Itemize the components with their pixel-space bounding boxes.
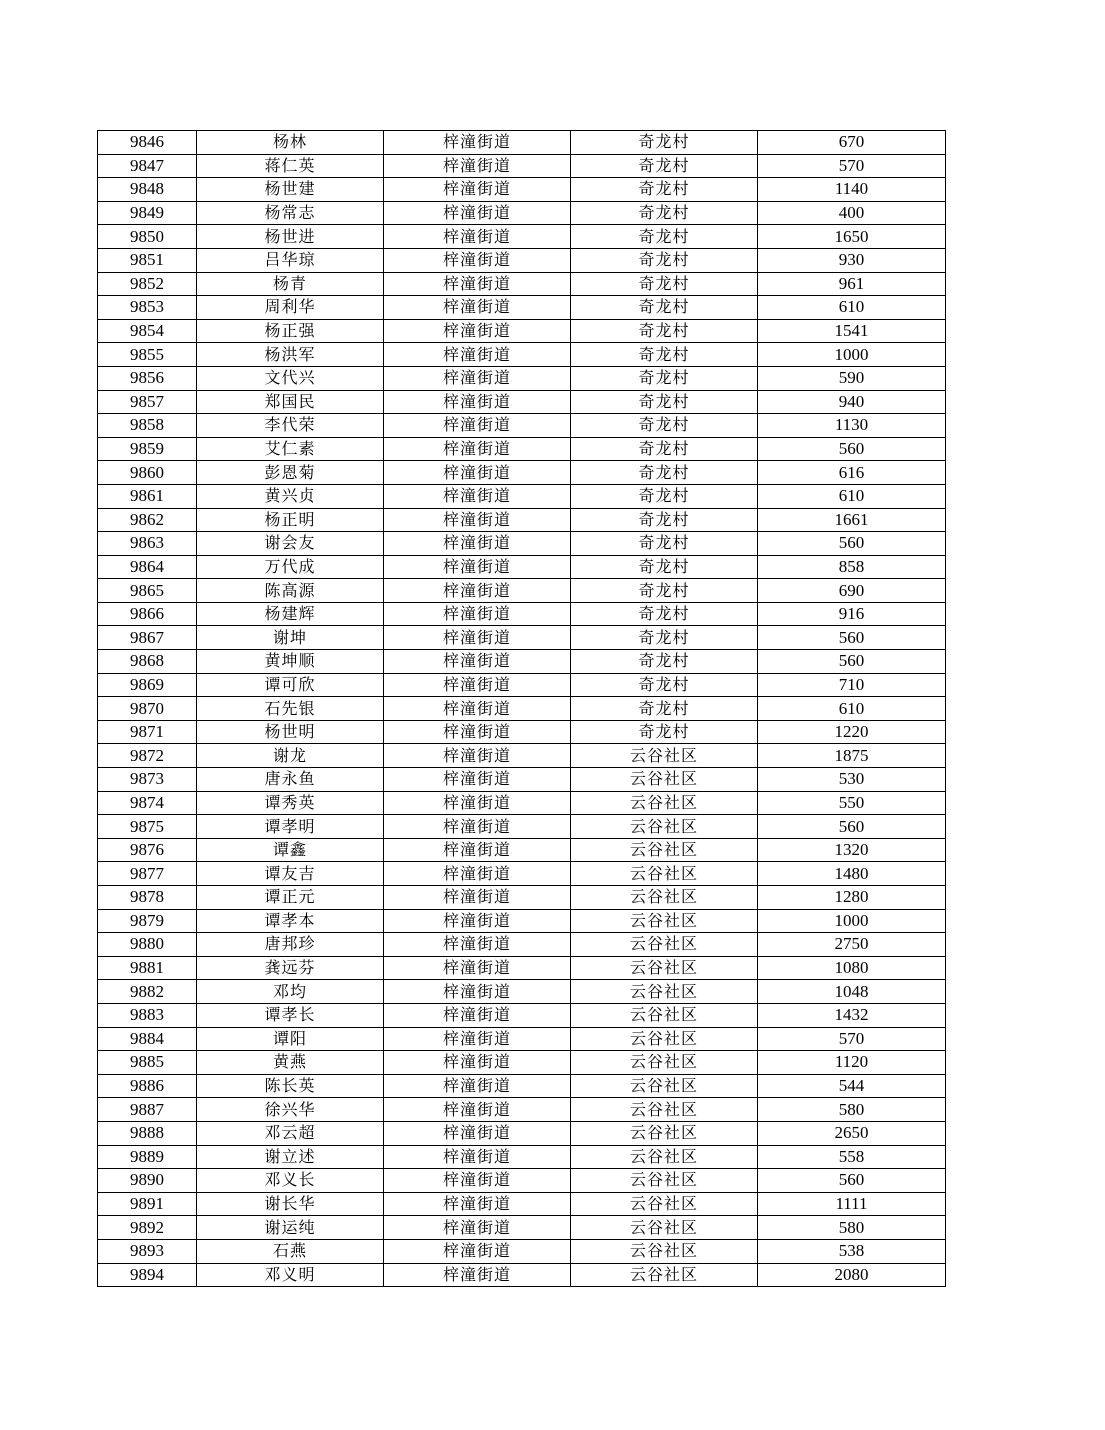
community-cell: 云谷社区 [571,980,758,1004]
street-cell: 梓潼街道 [384,886,571,910]
street-cell: 梓潼街道 [384,744,571,768]
community-cell: 奇龙村 [571,508,758,532]
row-index-cell: 9858 [98,414,197,438]
street-cell: 梓潼街道 [384,225,571,249]
table-row [98,1145,946,1169]
community-cell: 云谷社区 [571,1216,758,1240]
street-cell: 梓潼街道 [384,390,571,414]
row-index-cell: 9854 [98,319,197,343]
street-cell: 梓潼街道 [384,602,571,626]
amount-cell: 1320 [758,838,946,862]
name-cell: 吕华琼 [197,248,384,272]
table-row [98,508,946,532]
amount-cell: 560 [758,650,946,674]
street-cell: 梓潼街道 [384,815,571,839]
table-row [98,697,946,721]
amount-cell: 710 [758,673,946,697]
name-cell: 唐邦珍 [197,933,384,957]
row-index-cell: 9893 [98,1239,197,1263]
street-cell: 梓潼街道 [384,461,571,485]
row-index-cell: 9874 [98,791,197,815]
community-cell: 奇龙村 [571,201,758,225]
row-index-cell: 9891 [98,1192,197,1216]
name-cell: 陈长英 [197,1074,384,1098]
street-cell: 梓潼街道 [384,933,571,957]
amount-cell: 961 [758,272,946,296]
community-cell: 奇龙村 [571,602,758,626]
community-cell: 云谷社区 [571,744,758,768]
table-row [98,555,946,579]
community-cell: 奇龙村 [571,178,758,202]
street-cell: 梓潼街道 [384,484,571,508]
name-cell: 万代成 [197,555,384,579]
row-index-cell: 9868 [98,650,197,674]
community-cell: 奇龙村 [571,555,758,579]
name-cell: 谭可欣 [197,673,384,697]
name-cell: 杨洪军 [197,343,384,367]
community-cell: 云谷社区 [571,1098,758,1122]
table-row [98,1098,946,1122]
table-row [98,933,946,957]
row-index-cell: 9846 [98,131,197,155]
street-cell: 梓潼街道 [384,1074,571,1098]
amount-cell: 940 [758,390,946,414]
amount-cell: 560 [758,1169,946,1193]
street-cell: 梓潼街道 [384,366,571,390]
name-cell: 艾仁素 [197,437,384,461]
name-cell: 李代荣 [197,414,384,438]
amount-cell: 538 [758,1239,946,1263]
amount-cell: 1000 [758,909,946,933]
table-row [98,461,946,485]
street-cell: 梓潼街道 [384,178,571,202]
table-row [98,1051,946,1075]
table-row [98,390,946,414]
community-cell: 云谷社区 [571,1145,758,1169]
street-cell: 梓潼街道 [384,272,571,296]
street-cell: 梓潼街道 [384,838,571,862]
amount-cell: 616 [758,461,946,485]
name-cell: 杨林 [197,131,384,155]
name-cell: 邓云超 [197,1121,384,1145]
amount-cell: 1650 [758,225,946,249]
community-cell: 云谷社区 [571,1169,758,1193]
amount-cell: 560 [758,532,946,556]
name-cell: 杨正强 [197,319,384,343]
table-row [98,768,946,792]
row-index-cell: 9848 [98,178,197,202]
table-row [98,815,946,839]
row-index-cell: 9857 [98,390,197,414]
amount-cell: 2080 [758,1263,946,1287]
name-cell: 黄燕 [197,1051,384,1075]
amount-cell: 610 [758,484,946,508]
name-cell: 黄坤顺 [197,650,384,674]
community-cell: 奇龙村 [571,390,758,414]
row-index-cell: 9851 [98,248,197,272]
table-row [98,838,946,862]
name-cell: 杨世进 [197,225,384,249]
name-cell: 谭孝本 [197,909,384,933]
street-cell: 梓潼街道 [384,131,571,155]
row-index-cell: 9856 [98,366,197,390]
amount-cell: 560 [758,626,946,650]
row-index-cell: 9862 [98,508,197,532]
row-index-cell: 9885 [98,1051,197,1075]
community-cell: 奇龙村 [571,248,758,272]
street-cell: 梓潼街道 [384,532,571,556]
street-cell: 梓潼街道 [384,508,571,532]
street-cell: 梓潼街道 [384,1027,571,1051]
amount-cell: 1130 [758,414,946,438]
amount-cell: 670 [758,131,946,155]
community-cell: 奇龙村 [571,343,758,367]
community-cell: 奇龙村 [571,650,758,674]
name-cell: 邓均 [197,980,384,1004]
community-cell: 奇龙村 [571,626,758,650]
row-index-cell: 9888 [98,1121,197,1145]
row-index-cell: 9861 [98,484,197,508]
name-cell: 杨世明 [197,720,384,744]
row-index-cell: 9859 [98,437,197,461]
community-cell: 奇龙村 [571,225,758,249]
community-cell: 云谷社区 [571,1263,758,1287]
street-cell: 梓潼街道 [384,673,571,697]
name-cell: 邓义长 [197,1169,384,1193]
row-index-cell: 9881 [98,956,197,980]
row-index-cell: 9875 [98,815,197,839]
table-row [98,579,946,603]
amount-cell: 2750 [758,933,946,957]
row-index-cell: 9878 [98,886,197,910]
row-index-cell: 9882 [98,980,197,1004]
table-row [98,319,946,343]
street-cell: 梓潼街道 [384,1003,571,1027]
name-cell: 谭友吉 [197,862,384,886]
name-cell: 谭孝明 [197,815,384,839]
name-cell: 谢会友 [197,532,384,556]
amount-cell: 1432 [758,1003,946,1027]
row-index-cell: 9853 [98,296,197,320]
name-cell: 杨青 [197,272,384,296]
amount-cell: 1480 [758,862,946,886]
amount-cell: 570 [758,154,946,178]
data-table [97,130,946,1287]
street-cell: 梓潼街道 [384,768,571,792]
table-row [98,296,946,320]
name-cell: 黄兴贞 [197,484,384,508]
table-row [98,720,946,744]
amount-cell: 560 [758,437,946,461]
amount-cell: 1220 [758,720,946,744]
amount-cell: 1120 [758,1051,946,1075]
street-cell: 梓潼街道 [384,956,571,980]
row-index-cell: 9865 [98,579,197,603]
street-cell: 梓潼街道 [384,248,571,272]
amount-cell: 560 [758,815,946,839]
row-index-cell: 9863 [98,532,197,556]
row-index-cell: 9869 [98,673,197,697]
amount-cell: 570 [758,1027,946,1051]
street-cell: 梓潼街道 [384,296,571,320]
community-cell: 奇龙村 [571,532,758,556]
community-cell: 云谷社区 [571,1027,758,1051]
street-cell: 梓潼街道 [384,720,571,744]
name-cell: 周利华 [197,296,384,320]
table-row [98,1027,946,1051]
row-index-cell: 9860 [98,461,197,485]
row-index-cell: 9871 [98,720,197,744]
amount-cell: 1000 [758,343,946,367]
name-cell: 郑国民 [197,390,384,414]
name-cell: 杨世建 [197,178,384,202]
table-row [98,366,946,390]
community-cell: 云谷社区 [571,791,758,815]
table-row [98,154,946,178]
name-cell: 谢龙 [197,744,384,768]
community-cell: 奇龙村 [571,461,758,485]
community-cell: 奇龙村 [571,131,758,155]
community-cell: 云谷社区 [571,1239,758,1263]
row-index-cell: 9890 [98,1169,197,1193]
row-index-cell: 9867 [98,626,197,650]
street-cell: 梓潼街道 [384,1098,571,1122]
row-index-cell: 9873 [98,768,197,792]
street-cell: 梓潼街道 [384,791,571,815]
street-cell: 梓潼街道 [384,343,571,367]
table-row [98,602,946,626]
table-row [98,343,946,367]
row-index-cell: 9849 [98,201,197,225]
amount-cell: 530 [758,768,946,792]
row-index-cell: 9877 [98,862,197,886]
street-cell: 梓潼街道 [384,697,571,721]
amount-cell: 544 [758,1074,946,1098]
table-row [98,1074,946,1098]
name-cell: 石燕 [197,1239,384,1263]
name-cell: 谭阳 [197,1027,384,1051]
table-row [98,862,946,886]
street-cell: 梓潼街道 [384,414,571,438]
community-cell: 云谷社区 [571,933,758,957]
amount-cell: 580 [758,1098,946,1122]
community-cell: 云谷社区 [571,838,758,862]
amount-cell: 1080 [758,956,946,980]
amount-cell: 1140 [758,178,946,202]
street-cell: 梓潼街道 [384,1121,571,1145]
street-cell: 梓潼街道 [384,201,571,225]
name-cell: 杨建辉 [197,602,384,626]
table-row [98,484,946,508]
table-row [98,626,946,650]
row-index-cell: 9879 [98,909,197,933]
street-cell: 梓潼街道 [384,980,571,1004]
street-cell: 梓潼街道 [384,1145,571,1169]
amount-cell: 1048 [758,980,946,1004]
name-cell: 谢坤 [197,626,384,650]
street-cell: 梓潼街道 [384,437,571,461]
row-index-cell: 9872 [98,744,197,768]
community-cell: 奇龙村 [571,484,758,508]
row-index-cell: 9866 [98,602,197,626]
community-cell: 奇龙村 [571,437,758,461]
amount-cell: 610 [758,697,946,721]
table-body [98,131,946,1287]
table-row [98,1192,946,1216]
community-cell: 云谷社区 [571,1003,758,1027]
name-cell: 谭孝长 [197,1003,384,1027]
row-index-cell: 9880 [98,933,197,957]
amount-cell: 558 [758,1145,946,1169]
community-cell: 云谷社区 [571,1051,758,1075]
row-index-cell: 9847 [98,154,197,178]
table-row [98,248,946,272]
community-cell: 云谷社区 [571,768,758,792]
row-index-cell: 9883 [98,1003,197,1027]
table-row [98,791,946,815]
name-cell: 彭恩菊 [197,461,384,485]
community-cell: 云谷社区 [571,815,758,839]
table-row [98,909,946,933]
amount-cell: 930 [758,248,946,272]
name-cell: 文代兴 [197,366,384,390]
table-row [98,272,946,296]
table-row [98,131,946,155]
street-cell: 梓潼街道 [384,555,571,579]
community-cell: 云谷社区 [571,1074,758,1098]
name-cell: 谭正元 [197,886,384,910]
row-index-cell: 9889 [98,1145,197,1169]
table-row [98,980,946,1004]
community-cell: 奇龙村 [571,414,758,438]
row-index-cell: 9870 [98,697,197,721]
street-cell: 梓潼街道 [384,650,571,674]
table-row [98,178,946,202]
street-cell: 梓潼街道 [384,154,571,178]
amount-cell: 916 [758,602,946,626]
name-cell: 龚远芬 [197,956,384,980]
street-cell: 梓潼街道 [384,1192,571,1216]
street-cell: 梓潼街道 [384,579,571,603]
amount-cell: 590 [758,366,946,390]
amount-cell: 400 [758,201,946,225]
community-cell: 云谷社区 [571,956,758,980]
row-index-cell: 9850 [98,225,197,249]
street-cell: 梓潼街道 [384,1216,571,1240]
community-cell: 云谷社区 [571,862,758,886]
row-index-cell: 9886 [98,1074,197,1098]
amount-cell: 610 [758,296,946,320]
community-cell: 云谷社区 [571,1192,758,1216]
community-cell: 奇龙村 [571,673,758,697]
row-index-cell: 9884 [98,1027,197,1051]
table-row [98,437,946,461]
amount-cell: 1661 [758,508,946,532]
name-cell: 杨常志 [197,201,384,225]
table-row [98,956,946,980]
community-cell: 奇龙村 [571,319,758,343]
community-cell: 奇龙村 [571,154,758,178]
amount-cell: 1111 [758,1192,946,1216]
table-row [98,1263,946,1287]
street-cell: 梓潼街道 [384,909,571,933]
table-row [98,532,946,556]
table-row [98,1239,946,1263]
table-row [98,744,946,768]
name-cell: 邓义明 [197,1263,384,1287]
amount-cell: 2650 [758,1121,946,1145]
table-row [98,673,946,697]
street-cell: 梓潼街道 [384,626,571,650]
name-cell: 杨正明 [197,508,384,532]
amount-cell: 580 [758,1216,946,1240]
street-cell: 梓潼街道 [384,1051,571,1075]
community-cell: 云谷社区 [571,909,758,933]
name-cell: 蒋仁英 [197,154,384,178]
amount-cell: 858 [758,555,946,579]
community-cell: 奇龙村 [571,697,758,721]
community-cell: 云谷社区 [571,1121,758,1145]
street-cell: 梓潼街道 [384,862,571,886]
name-cell: 陈高源 [197,579,384,603]
name-cell: 谭秀英 [197,791,384,815]
row-index-cell: 9864 [98,555,197,579]
street-cell: 梓潼街道 [384,1239,571,1263]
name-cell: 谭鑫 [197,838,384,862]
table-row [98,1169,946,1193]
community-cell: 奇龙村 [571,366,758,390]
name-cell: 徐兴华 [197,1098,384,1122]
community-cell: 奇龙村 [571,272,758,296]
amount-cell: 690 [758,579,946,603]
street-cell: 梓潼街道 [384,1263,571,1287]
row-index-cell: 9892 [98,1216,197,1240]
table-row [98,1003,946,1027]
table-row [98,201,946,225]
amount-cell: 550 [758,791,946,815]
amount-cell: 1875 [758,744,946,768]
table-row [98,414,946,438]
community-cell: 奇龙村 [571,296,758,320]
row-index-cell: 9855 [98,343,197,367]
community-cell: 云谷社区 [571,886,758,910]
table-row [98,1216,946,1240]
name-cell: 谢长华 [197,1192,384,1216]
table-row [98,886,946,910]
name-cell: 石先银 [197,697,384,721]
row-index-cell: 9876 [98,838,197,862]
name-cell: 谢立述 [197,1145,384,1169]
street-cell: 梓潼街道 [384,319,571,343]
street-cell: 梓潼街道 [384,1169,571,1193]
table-row [98,225,946,249]
name-cell: 唐永鱼 [197,768,384,792]
row-index-cell: 9852 [98,272,197,296]
row-index-cell: 9887 [98,1098,197,1122]
name-cell: 谢运纯 [197,1216,384,1240]
table-row [98,650,946,674]
table-row [98,1121,946,1145]
amount-cell: 1280 [758,886,946,910]
amount-cell: 1541 [758,319,946,343]
community-cell: 奇龙村 [571,720,758,744]
row-index-cell: 9894 [98,1263,197,1287]
community-cell: 奇龙村 [571,579,758,603]
